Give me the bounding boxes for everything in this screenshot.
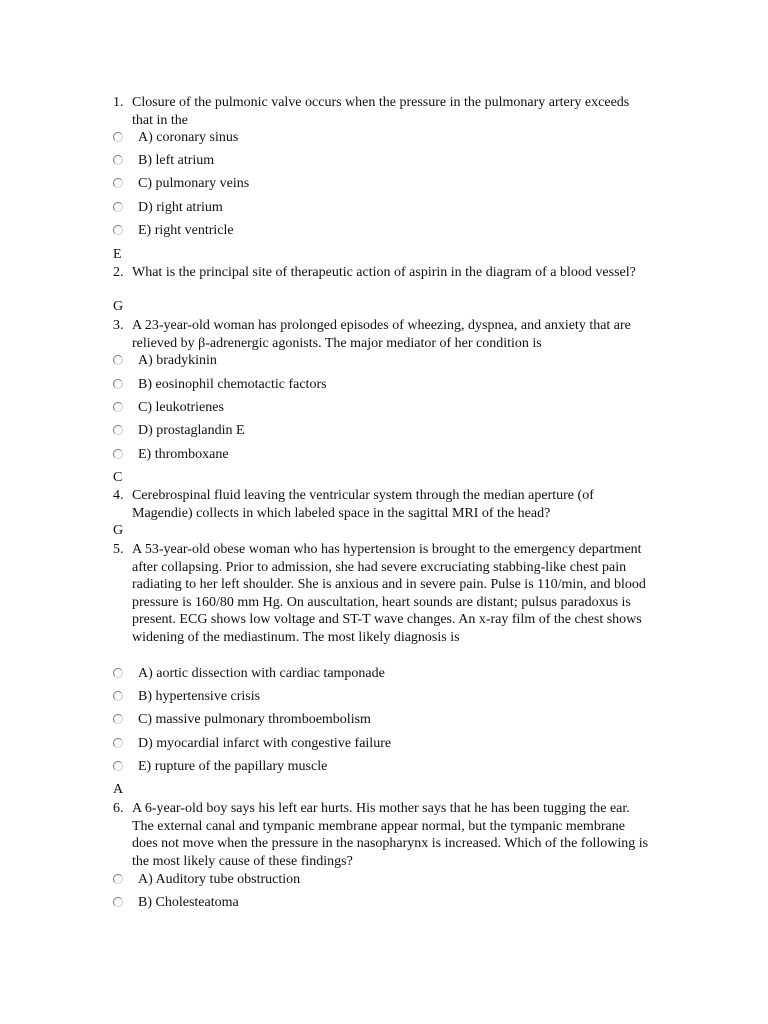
option-label: E) thromboxane bbox=[138, 447, 229, 462]
radio-button[interactable] bbox=[113, 132, 123, 142]
answer-key-3: C bbox=[113, 470, 123, 485]
option-label: D) prostaglandin E bbox=[138, 423, 245, 438]
question-number: 1. bbox=[113, 95, 124, 110]
question-stem: A 23-year-old woman has prolonged episodes of wheezing, dyspnea, and anxiety that are relieved by β-adrenergic agonists. The major mediator of her condition is bbox=[132, 318, 631, 351]
option-label: A) aortic dissection with cardiac tamponade bbox=[138, 666, 385, 681]
option-label: A) coronary sinus bbox=[138, 130, 239, 145]
question-number: 4. bbox=[113, 488, 124, 503]
question-stem: Cerebrospinal fluid leaving the ventricular system through the median aperture (of Magendie) collects in which labeled space in the sagittal MRI of the head? bbox=[132, 488, 594, 521]
radio-button[interactable] bbox=[113, 402, 123, 412]
question-stem: A 53-year-old obese woman who has hypertension is brought to the emergency department after collapsing. Prior to admission, she had severe excruciating stabbing-like chest pain radiating to her left shoulder. She is anxious and in severe pain. Pulse is 110/min, and blood pressure is 160/80 mm Hg. On auscultation, heart sounds are distant; pulsus paradoxus is present. ECG shows low voltage and ST-T wave changes. An x-ray film of the chest shows widening of the mediastinum. The most likely diagnosis is bbox=[132, 542, 646, 645]
radio-button[interactable] bbox=[113, 714, 123, 724]
option-label: A) Auditory tube obstruction bbox=[138, 872, 301, 887]
question-5 bbox=[113, 541, 653, 646]
radio-button[interactable] bbox=[113, 379, 123, 389]
radio-button[interactable] bbox=[113, 155, 123, 165]
radio-button[interactable] bbox=[113, 178, 123, 188]
radio-button[interactable] bbox=[113, 225, 123, 235]
question-stem: What is the principal site of therapeutic action of aspirin in the diagram of a blood vessel? bbox=[132, 265, 636, 280]
option-label: E) right ventricle bbox=[138, 223, 234, 238]
question-number: 3. bbox=[113, 318, 124, 333]
radio-button[interactable] bbox=[113, 691, 123, 701]
option-label: C) pulmonary veins bbox=[138, 176, 250, 191]
radio-button[interactable] bbox=[113, 425, 123, 435]
answer-key-4: G bbox=[113, 523, 124, 538]
answer-key-5: A bbox=[113, 782, 124, 797]
question-1 bbox=[113, 94, 653, 129]
option-label: C) leukotrienes bbox=[138, 400, 224, 415]
option-label: D) right atrium bbox=[138, 200, 223, 215]
radio-button[interactable] bbox=[113, 874, 123, 884]
question-number: 2. bbox=[113, 265, 124, 280]
option-label: E) rupture of the papillary muscle bbox=[138, 759, 328, 774]
radio-button[interactable] bbox=[113, 449, 123, 459]
radio-button[interactable] bbox=[113, 668, 123, 678]
option-label: B) eosinophil chemotactic factors bbox=[138, 377, 327, 392]
option-label: B) Cholesteatoma bbox=[138, 895, 239, 910]
question-stem: A 6-year-old boy says his left ear hurts. His mother says that he has been tugging the ear. The external canal and tympanic membrane appear normal, but the tympanic membrane does not move when the pressure in the nasopharynx is increased. Which of the following is the most likely cause of these findings? bbox=[132, 801, 649, 869]
option-label: B) hypertensive crisis bbox=[138, 689, 261, 704]
option-label: B) left atrium bbox=[138, 153, 215, 168]
question-4 bbox=[113, 487, 653, 522]
radio-button[interactable] bbox=[113, 355, 123, 365]
option-label: A) bradykinin bbox=[138, 353, 217, 368]
question-stem: Closure of the pulmonic valve occurs when the pressure in the pulmonary artery exceeds that in the bbox=[132, 95, 630, 128]
option-label: D) myocardial infarct with congestive failure bbox=[138, 736, 392, 751]
radio-button[interactable] bbox=[113, 202, 123, 212]
question-number: 5. bbox=[113, 542, 124, 557]
question-number: 6. bbox=[113, 801, 124, 816]
option-label: C) massive pulmonary thromboembolism bbox=[138, 712, 371, 727]
radio-button[interactable] bbox=[113, 738, 123, 748]
answer-key-2: G bbox=[113, 299, 124, 314]
answer-key-1: E bbox=[113, 247, 122, 262]
question-2 bbox=[113, 264, 653, 282]
radio-button[interactable] bbox=[113, 897, 123, 907]
question-6 bbox=[113, 800, 653, 870]
question-3 bbox=[113, 317, 653, 352]
radio-button[interactable] bbox=[113, 761, 123, 771]
